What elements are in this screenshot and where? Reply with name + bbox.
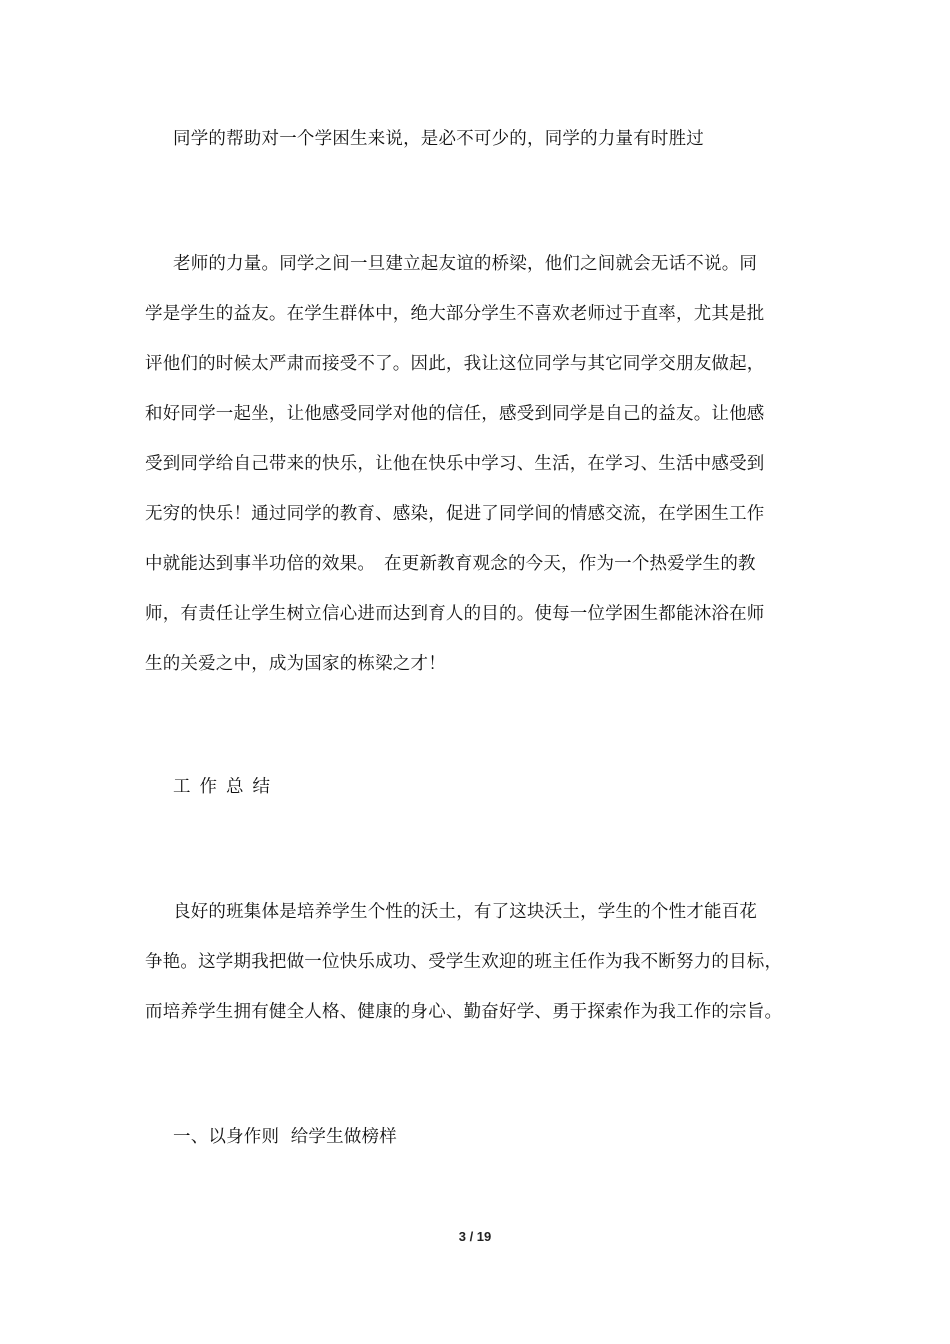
paragraph-line: 良好的班集体是培养学生个性的沃土，有了这块沃土，学生的个性才能百花 — [173, 902, 758, 922]
paragraph-line: 无穷的快乐！通过同学的教育、感染，促进了同学间的情感交流，在学困生工作 — [145, 504, 765, 524]
paragraph-line: 争艳。这学期我把做一位快乐成功、受学生欢迎的班主任作为我不断努力的目标， — [145, 952, 783, 972]
section-heading: 工作总结 — [173, 777, 279, 797]
paragraph-line: 受到同学给自己带来的快乐，让他在快乐中学习、生活，在学习、生活中感受到 — [145, 454, 765, 474]
paragraph-line: 评他们的时候太严肃而接受不了。因此，我让这位同学与其它同学交朋友做起， — [145, 354, 765, 374]
page-number: 3 / 19 — [458, 1229, 492, 1244]
paragraph-line: 学是学生的益友。在学生群体中，绝大部分学生不喜欢老师过于直率，尤其是批 — [145, 304, 765, 324]
paragraph-line: 老师的力量。同学之间一旦建立起友谊的桥梁，他们之间就会无话不说。同 — [173, 254, 758, 274]
paragraph-line: 师，有责任让学生树立信心进而达到育人的目的。使每一位学困生都能沐浴在师 — [145, 604, 765, 624]
paragraph-line: 中就能达到事半功倍的效果。 在更新教育观念的今天，作为一个热爱学生的教 — [145, 554, 756, 574]
section-heading: 一、以身作则 给学生做榜样 — [173, 1127, 397, 1147]
paragraph-line: 同学的帮助对一个学困生来说，是必不可少的，同学的力量有时胜过 — [173, 129, 704, 149]
paragraph-line: 生的关爱之中，成为国家的栋梁之才！ — [145, 654, 446, 674]
paragraph-line: 而培养学生拥有健全人格、健康的身心、勤奋好学、勇于探索作为我工作的宗旨。 — [145, 1002, 783, 1022]
paragraph-line: 和好同学一起坐，让他感受同学对他的信任，感受到同学是自己的益友。让他感 — [145, 404, 765, 424]
